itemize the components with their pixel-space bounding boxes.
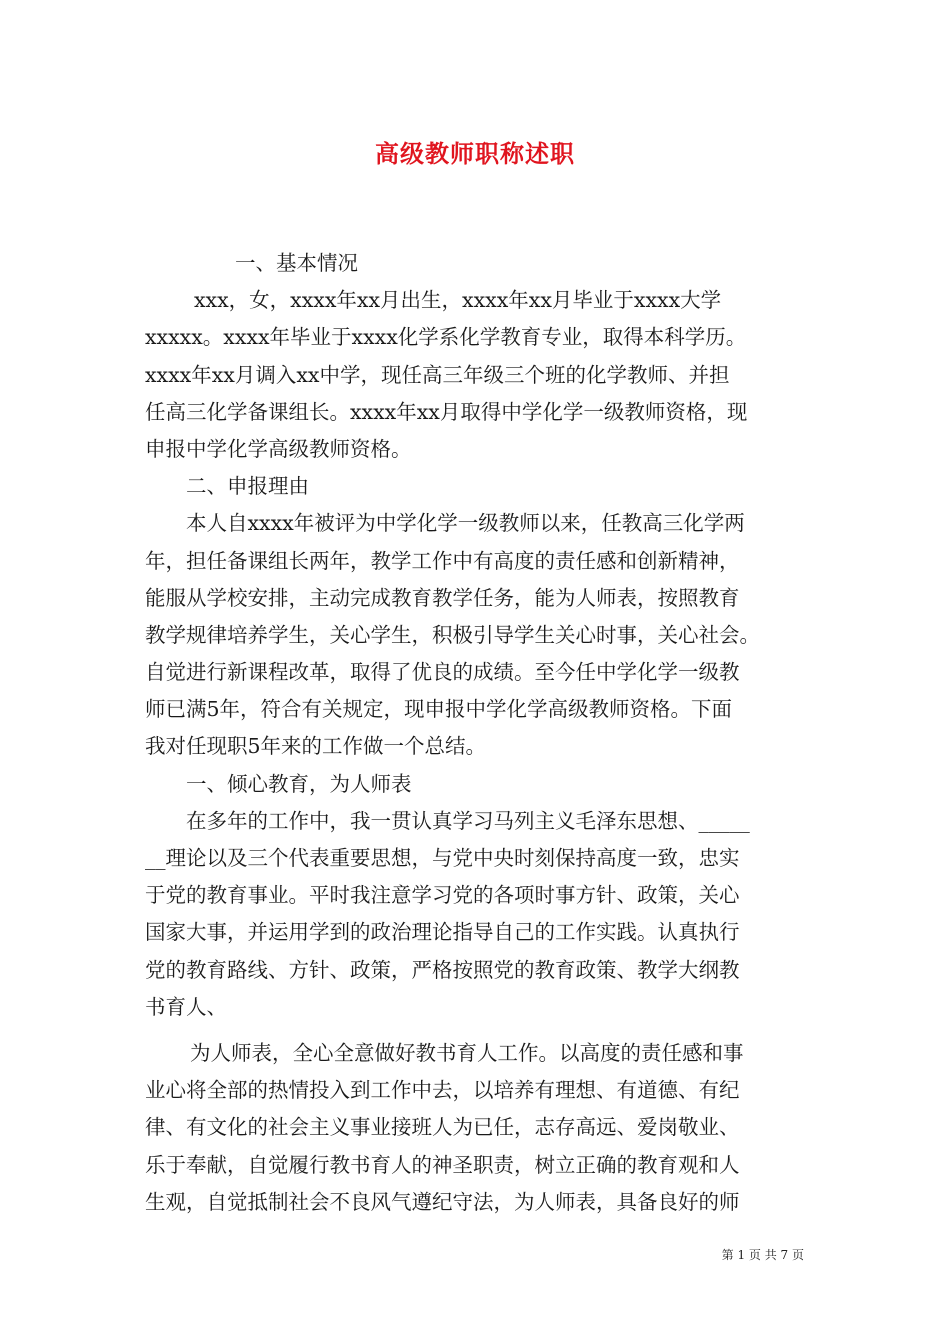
text-line: 业心将全部的热情投入到工作中去，以培养有理想、有道德、有纪	[145, 1078, 740, 1103]
text-line: 本人自xxxx年被评为中学化学一级教师以来，任教高三化学两	[186, 511, 745, 536]
text-line: 申报中学化学高级教师资格。	[145, 436, 412, 461]
text-line: 能服从学校安排，主动完成教育教学任务，能为人师表，按照教育	[145, 585, 740, 610]
text-line: xxx，女，xxxx年xx月出生，xxxx年xx月毕业于xxxx大学	[194, 288, 722, 313]
text-line: xxxx年xx月调入xx中学，现任高三年级三个班的化学教师、并担	[145, 362, 730, 387]
document-title: 高级教师职称述职	[375, 139, 575, 168]
text-line: 年，担任备课组长两年，教学工作中有高度的责任感和创新精神，	[145, 548, 740, 573]
document-body	[145, 245, 810, 1221]
text-line: 自觉进行新课程改革，取得了优良的成绩。至今任中学化学一级教	[145, 660, 740, 685]
text-line: 一、基本情况	[235, 251, 358, 275]
text-line: 二、申报理由	[186, 474, 309, 499]
text-line: 教学规律培养学生，关心学生，积极引导学生关心时事，关心社会。	[145, 622, 760, 647]
text-line: 党的教育路线、方针、政策，严格按照党的教育政策、教学大纲教	[145, 957, 740, 982]
page-footer: 第 1 页 共 7 页	[721, 1248, 804, 1262]
text-line: xxxxx。xxxx年毕业于xxxx化学系化学教育专业，取得本科学历。	[145, 325, 747, 350]
text-line: 为人师表，全心全意做好教书育人工作。以高度的责任感和事	[190, 1040, 744, 1065]
text-line: 乐于奉献，自觉履行教书育人的神圣职责，树立正确的教育观和人	[145, 1152, 740, 1177]
paragraph-gap	[145, 1026, 810, 1035]
text-line: 书育人、	[145, 994, 227, 1019]
text-line: 于党的教育事业。平时我注意学习党的各项时事方针、政策，关心	[145, 883, 740, 908]
text-line: 一、倾心教育，为人师表	[186, 771, 412, 796]
text-line: 律、有文化的社会主义事业接班人为已任，志存高远、爱岗敬业、	[145, 1115, 740, 1140]
text-line: 我对任现职5年来的工作做一个总结。	[145, 734, 487, 759]
text-line: 生观，自觉抵制社会不良风气遵纪守法，为人师表，具备良好的师	[145, 1189, 740, 1214]
text-line: 师已满5年，符合有关规定，现申报中学化学高级教师资格。下面	[145, 697, 733, 722]
text-line: __理论以及三个代表重要思想，与党中央时刻保持高度一致，忠实	[145, 846, 740, 870]
text-line: 在多年的工作中，我一贯认真学习马列主义毛泽东思想、_____	[186, 808, 750, 833]
text-line: 任高三化学备课组长。xxxx年xx月取得中学化学一级教师资格，现	[145, 399, 748, 424]
text-line: 国家大事，并运用学到的政治理论指导自己的工作实践。认真执行	[145, 920, 740, 945]
